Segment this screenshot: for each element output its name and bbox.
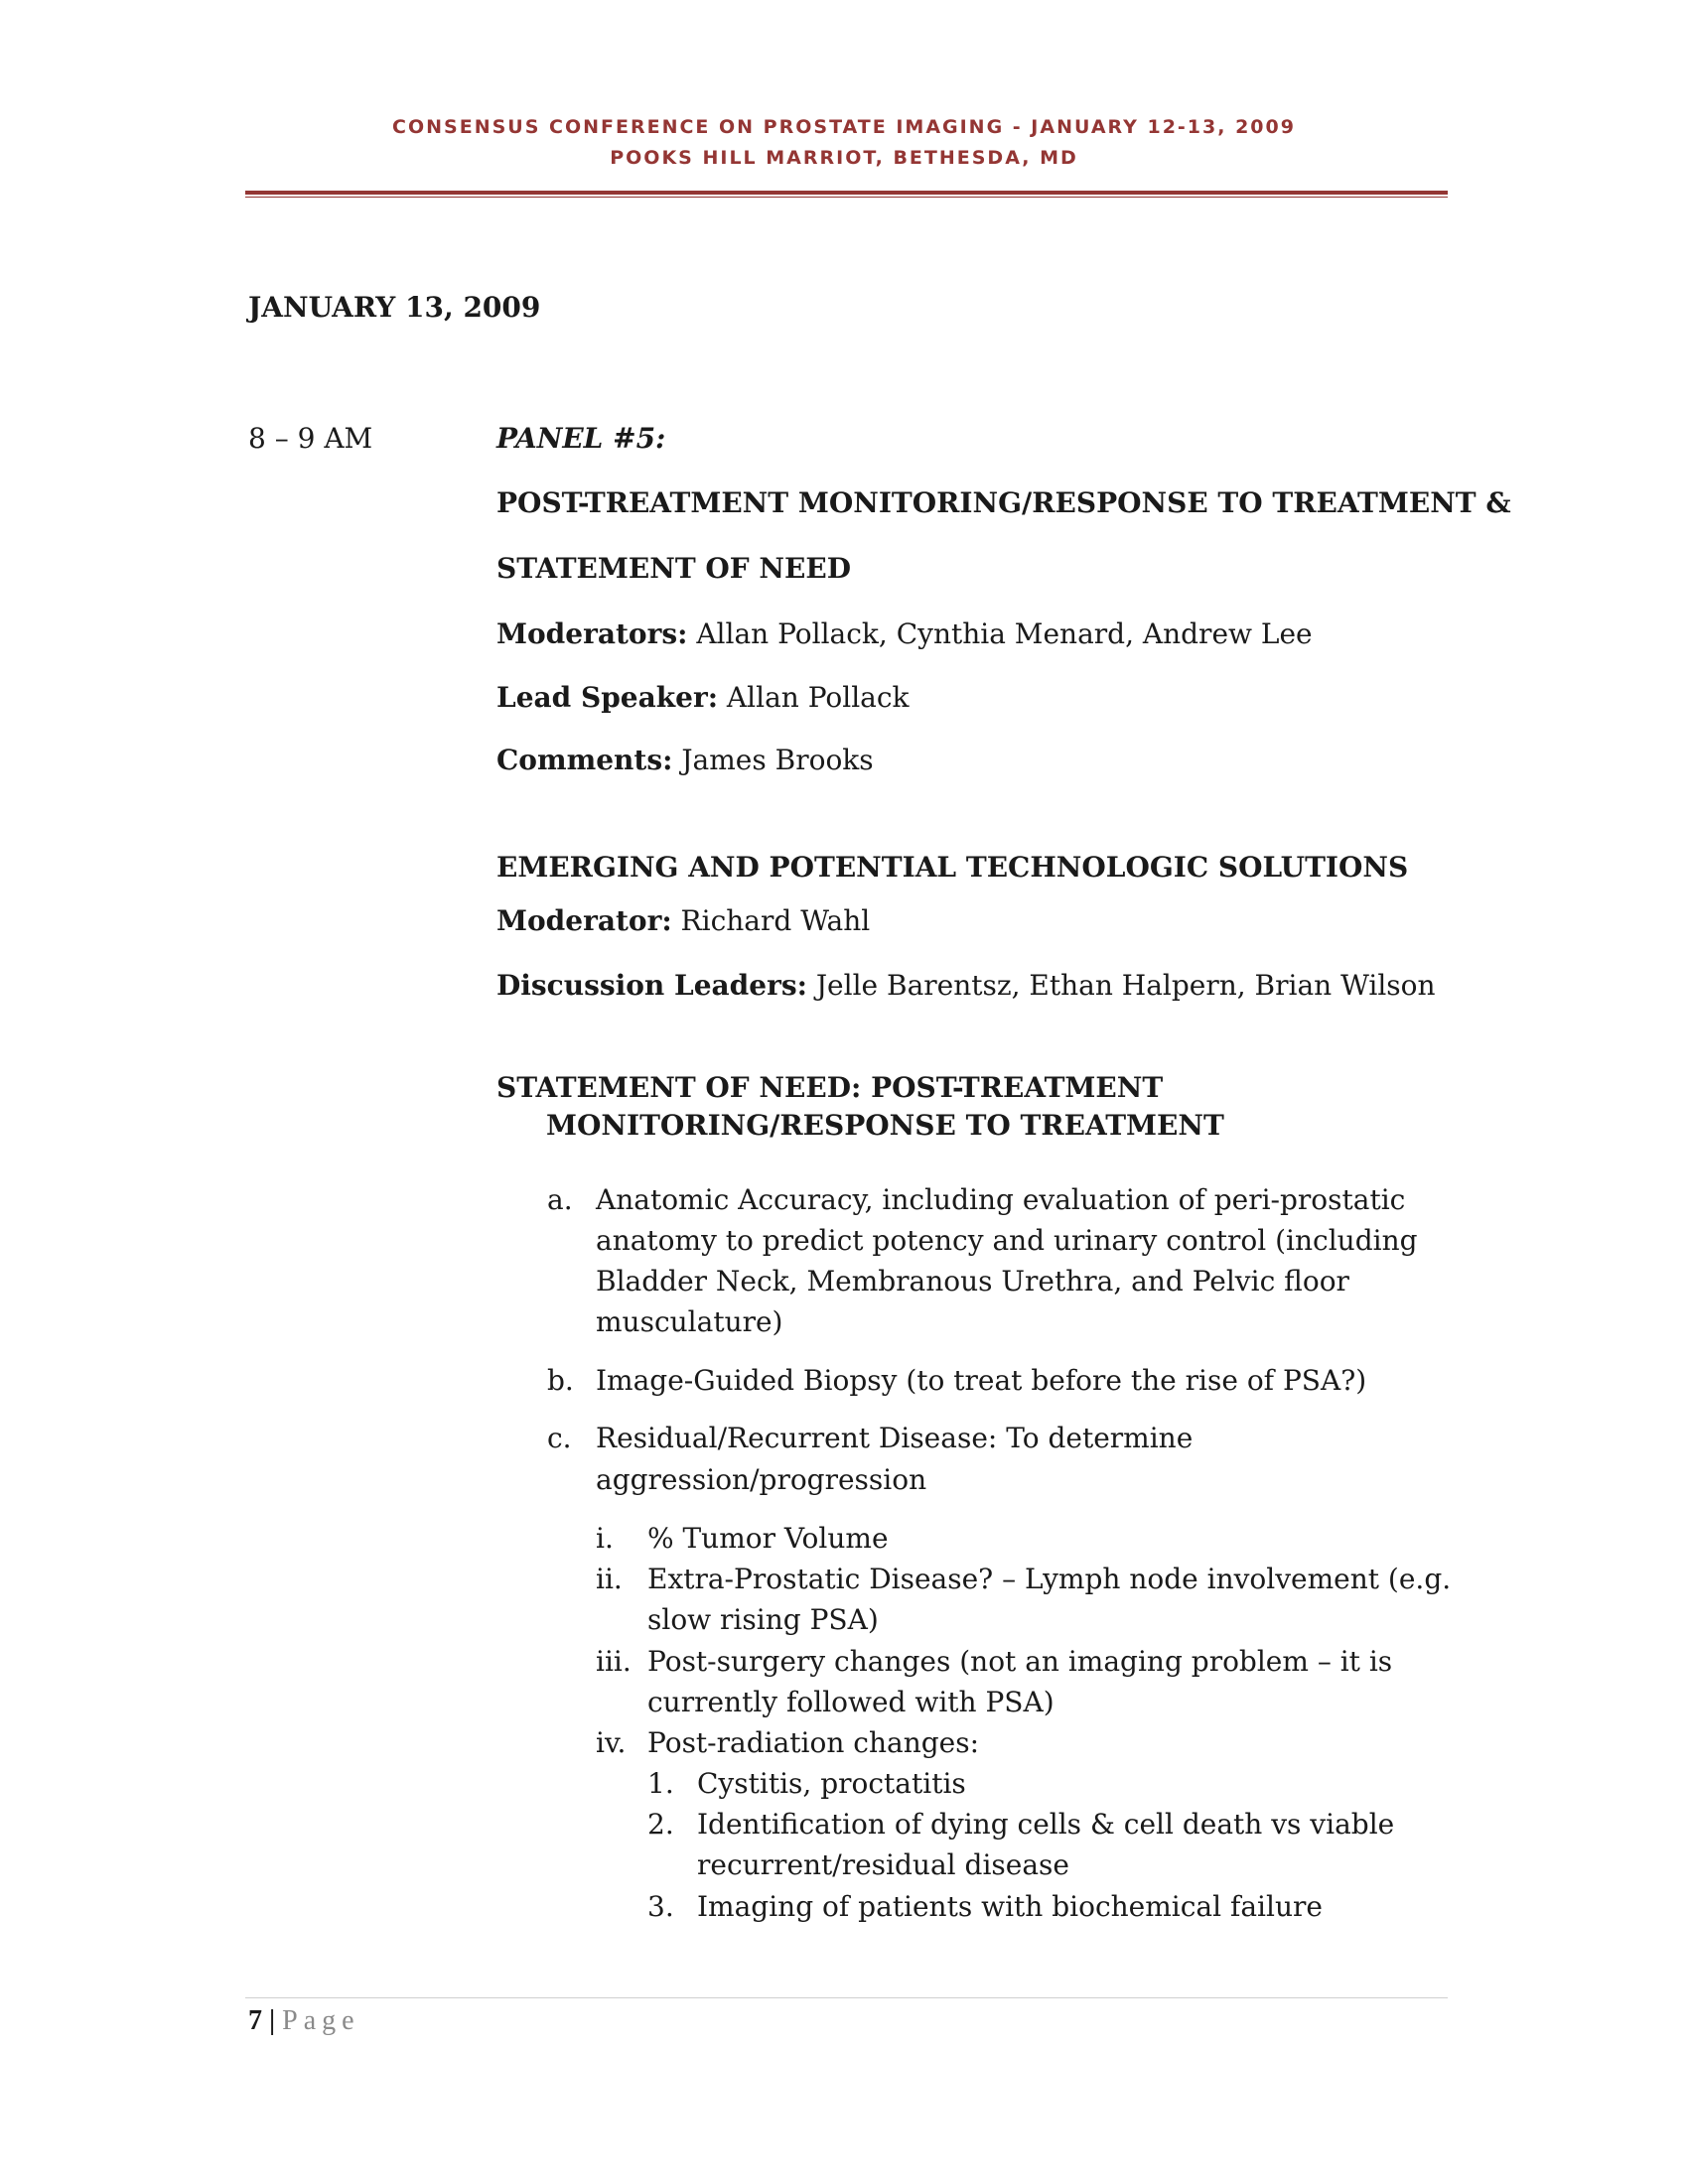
list-marker: 2. [647, 1808, 674, 1841]
header-rule-thin [245, 197, 1448, 198]
session-time: 8 – 9 AM [248, 422, 373, 455]
list-item-text: Anatomic Accuracy, including evaluation of peri-prostatic [596, 1183, 1406, 1216]
emerging-title: EMERGING AND POTENTIAL TECHNOLOGIC SOLUTIONS [496, 851, 1409, 884]
discussion-leaders-row [496, 968, 1436, 1004]
page-footer [248, 2005, 360, 2037]
list-item-text: Identification of dying cells & cell death vs viable [697, 1808, 1395, 1841]
comments-name: James Brooks [672, 744, 874, 776]
running-header-line-2: POOKS HILL MARRIOT, BETHESDA, MD [610, 147, 1078, 169]
footer-rule [245, 1997, 1448, 1998]
moderators-names: Allan Pollack, Cynthia Menard, Andrew Lee [687, 617, 1313, 650]
list-marker: c. [547, 1422, 572, 1454]
header-rule-thick [245, 191, 1448, 195]
list-item-text: Post-radiation changes: [647, 1726, 980, 1759]
running-header-line-1: CONSENSUS CONFERENCE ON PROSTATE IMAGING - JANUARY 12-13, 2009 [392, 116, 1296, 138]
list-marker: i. [596, 1522, 614, 1555]
list-marker: b. [547, 1364, 574, 1397]
page-number: 7 [248, 2005, 262, 2036]
discussion-leaders-label: Discussion Leaders: [496, 969, 807, 1002]
list-item-text: Post-surgery changes (not an imaging problem – it is [647, 1645, 1393, 1678]
emerging-moderator-row [496, 903, 870, 939]
comments-row [496, 743, 874, 778]
lead-speaker-name: Allan Pollack [718, 681, 910, 714]
list-marker: iv. [596, 1726, 627, 1759]
list-marker: 1. [647, 1767, 674, 1800]
statement-title-line-1: STATEMENT OF NEED: POST-TREATMENT [496, 1071, 1164, 1104]
list-marker: ii. [596, 1563, 623, 1595]
list-item-text: Residual/Recurrent Disease: To determine [596, 1422, 1194, 1454]
lead-speaker-row [496, 680, 910, 716]
list-item-text: Bladder Neck, Membranous Urethra, and Pelvic floor [596, 1265, 1349, 1297]
page-word: Page [282, 2005, 360, 2036]
list-marker: 3. [647, 1890, 674, 1923]
list-item-text: recurrent/residual disease [697, 1848, 1069, 1881]
lead-speaker-label: Lead Speaker: [496, 681, 719, 714]
list-item-text: aggression/progression [596, 1463, 927, 1496]
emerging-moderator-name: Richard Wahl [671, 904, 871, 937]
list-item-text: slow rising PSA) [647, 1603, 879, 1636]
comments-label: Comments: [496, 744, 673, 776]
list-marker: a. [547, 1183, 573, 1216]
moderators-label: Moderators: [496, 617, 688, 650]
list-item-text: Cystitis, proctatitis [697, 1767, 966, 1800]
list-item-text: Extra-Prostatic Disease? – Lymph node involvement (e.g. [647, 1563, 1452, 1595]
list-item-text: % Tumor Volume [647, 1522, 889, 1555]
date-heading: JANUARY 13, 2009 [248, 291, 541, 324]
session-title-line-2: STATEMENT OF NEED [496, 552, 851, 585]
moderators-row [496, 616, 1313, 652]
list-item-text: Image-Guided Biopsy (to treat before the rise of PSA?) [596, 1364, 1367, 1397]
statement-title-line-2: MONITORING/RESPONSE TO TREATMENT [546, 1109, 1224, 1142]
session-title-line-1: POST-TREATMENT MONITORING/RESPONSE TO TREATMENT & [496, 486, 1511, 519]
list-item-text: Imaging of patients with biochemical failure [697, 1890, 1323, 1923]
panel-label: PANEL #5: [496, 422, 666, 455]
footer-separator: | [262, 2005, 283, 2036]
list-item-text: musculature) [596, 1305, 783, 1338]
emerging-moderator-label: Moderator: [496, 904, 672, 937]
list-item-text: anatomy to predict potency and urinary control (including [596, 1224, 1418, 1257]
list-item-text: currently followed with PSA) [647, 1686, 1055, 1718]
discussion-leaders-names: Jelle Barentsz, Ethan Halpern, Brian Wilson [806, 969, 1436, 1002]
list-marker: iii. [596, 1645, 632, 1678]
